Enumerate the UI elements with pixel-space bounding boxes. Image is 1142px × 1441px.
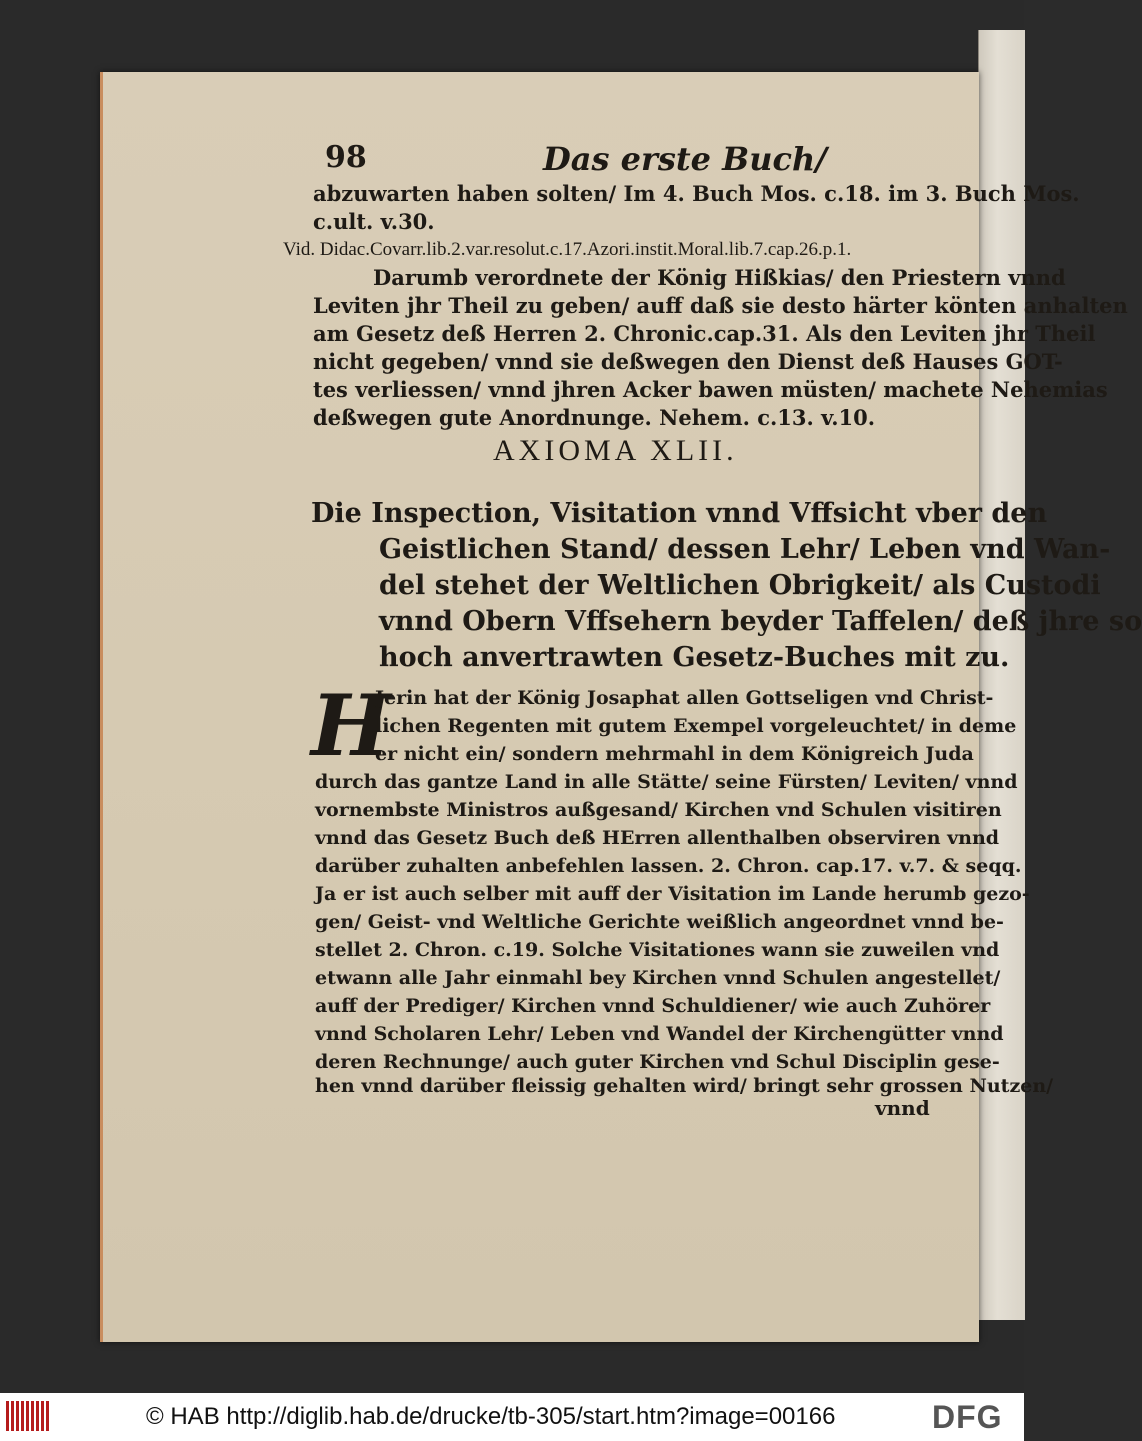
body-line: Jerin hat der König Josaphat allen Gottseligen vnd Christ-: [375, 687, 994, 709]
catchword: vnnd: [875, 1096, 930, 1120]
intro-line: Darumb verordnete der König Hißkias/ den Priestern vnnd: [373, 265, 1066, 290]
intro-line: am Gesetz deß Herren 2. Chronic.cap.31. Als den Leviten jhr Theil: [313, 321, 1096, 346]
book-page: [100, 72, 1142, 1342]
intro-line: tes verliessen/ vnnd jhren Acker bawen müsten/ machete Nehemias: [313, 377, 1108, 402]
intro-reference-line: Vid. Didac.Covarr.lib.2.var.resolut.c.17.Azori.instit.Moral.lib.7.cap.26.p.1.: [283, 239, 852, 260]
body-line: deren Rechnunge/ auch guter Kirchen vnd Schul Disciplin gese-: [315, 1051, 1000, 1073]
body-line: stellet 2. Chron. c.19. Solche Visitationes wann sie zuweilen vnd: [315, 939, 1000, 961]
body-line: gen/ Geist- vnd Weltliche Gerichte weißlich angeordnet vnnd be-: [315, 911, 1004, 933]
intro-line: deßwegen gute Anordnunge. Nehem. c.13. v.10.: [313, 405, 876, 430]
thesis-line: hoch anvertrawten Gesetz-Buches mit zu.: [379, 642, 1010, 673]
thesis-line: vnnd Obern Vffsehern beyder Taffelen/ deß jhre so: [379, 606, 1142, 637]
body-line: auff der Prediger/ Kirchen vnnd Schuldiener/ wie auch Zuhörer: [315, 995, 991, 1017]
body-line: vnnd Scholaren Lehr/ Leben vnd Wandel der Kirchengütter vnnd: [315, 1023, 1004, 1045]
body-line: hen vnnd darüber fleissig gehalten wird/ bringt sehr grossen Nutzen/: [315, 1075, 1054, 1097]
thesis-line: Die Inspection, Visitation vnnd Vffsicht vber den: [311, 498, 1048, 529]
page-number: 98: [325, 140, 367, 175]
running-title: Das erste Buch/: [543, 140, 827, 178]
intro-line: c.ult. v.30.: [313, 209, 435, 234]
body-line: vornembste Ministros außgesand/ Kirchen vnd Schulen visitiren: [315, 799, 1002, 821]
body-line: lichen Regenten mit gutem Exempel vorgeleuchtet/ in deme: [375, 715, 1017, 737]
copyright-link[interactable]: © HAB http://diglib.hab.de/drucke/tb-305/start.htm?image=00166: [146, 1403, 836, 1430]
footer-bar: [0, 1393, 1024, 1441]
intro-line: nicht gegeben/ vnnd sie deßwegen den Dienst deß Hauses GOT-: [313, 349, 1063, 374]
intro-line: abzuwarten haben solten/ Im 4. Buch Mos. c.18. im 3. Buch Mos.: [313, 181, 1080, 206]
body-line: etwann alle Jahr einmahl bey Kirchen vnnd Schulen angestellet/: [315, 967, 1001, 989]
body-line: er nicht ein/ sondern mehrmahl in dem Königreich Juda: [375, 743, 974, 765]
body-line: darüber zuhalten anbefehlen lassen. 2. Chron. cap.17. v.7. & seqq.: [315, 855, 1022, 877]
intro-line: Leviten jhr Theil zu geben/ auff daß sie desto härter könten anhalten: [313, 293, 1128, 318]
dfg-logo: DFG: [932, 1399, 1003, 1435]
axiom-heading: AXIOMA XLII.: [493, 434, 738, 467]
intro-paragraph: [283, 180, 1128, 430]
body-line: durch das gantze Land in alle Stätte/ seine Fürsten/ Leviten/ vnnd: [315, 771, 1018, 793]
decorated-initial: H: [311, 676, 391, 775]
thesis-line: del stehet der Weltlichen Obrigkeit/ als Custodi: [379, 570, 1101, 601]
thesis-line: Geistlichen Stand/ dessen Lehr/ Leben vnd Wan-: [379, 534, 1111, 565]
body-line: vnnd das Gesetz Buch deß HErren allenthalben observiren vnnd: [315, 827, 1000, 849]
page-header: [313, 140, 953, 180]
body-line: Ja er ist auch selber mit auff der Visitation im Lande herumb gezo-: [315, 883, 1030, 905]
hab-barcode-icon: [6, 1401, 50, 1431]
